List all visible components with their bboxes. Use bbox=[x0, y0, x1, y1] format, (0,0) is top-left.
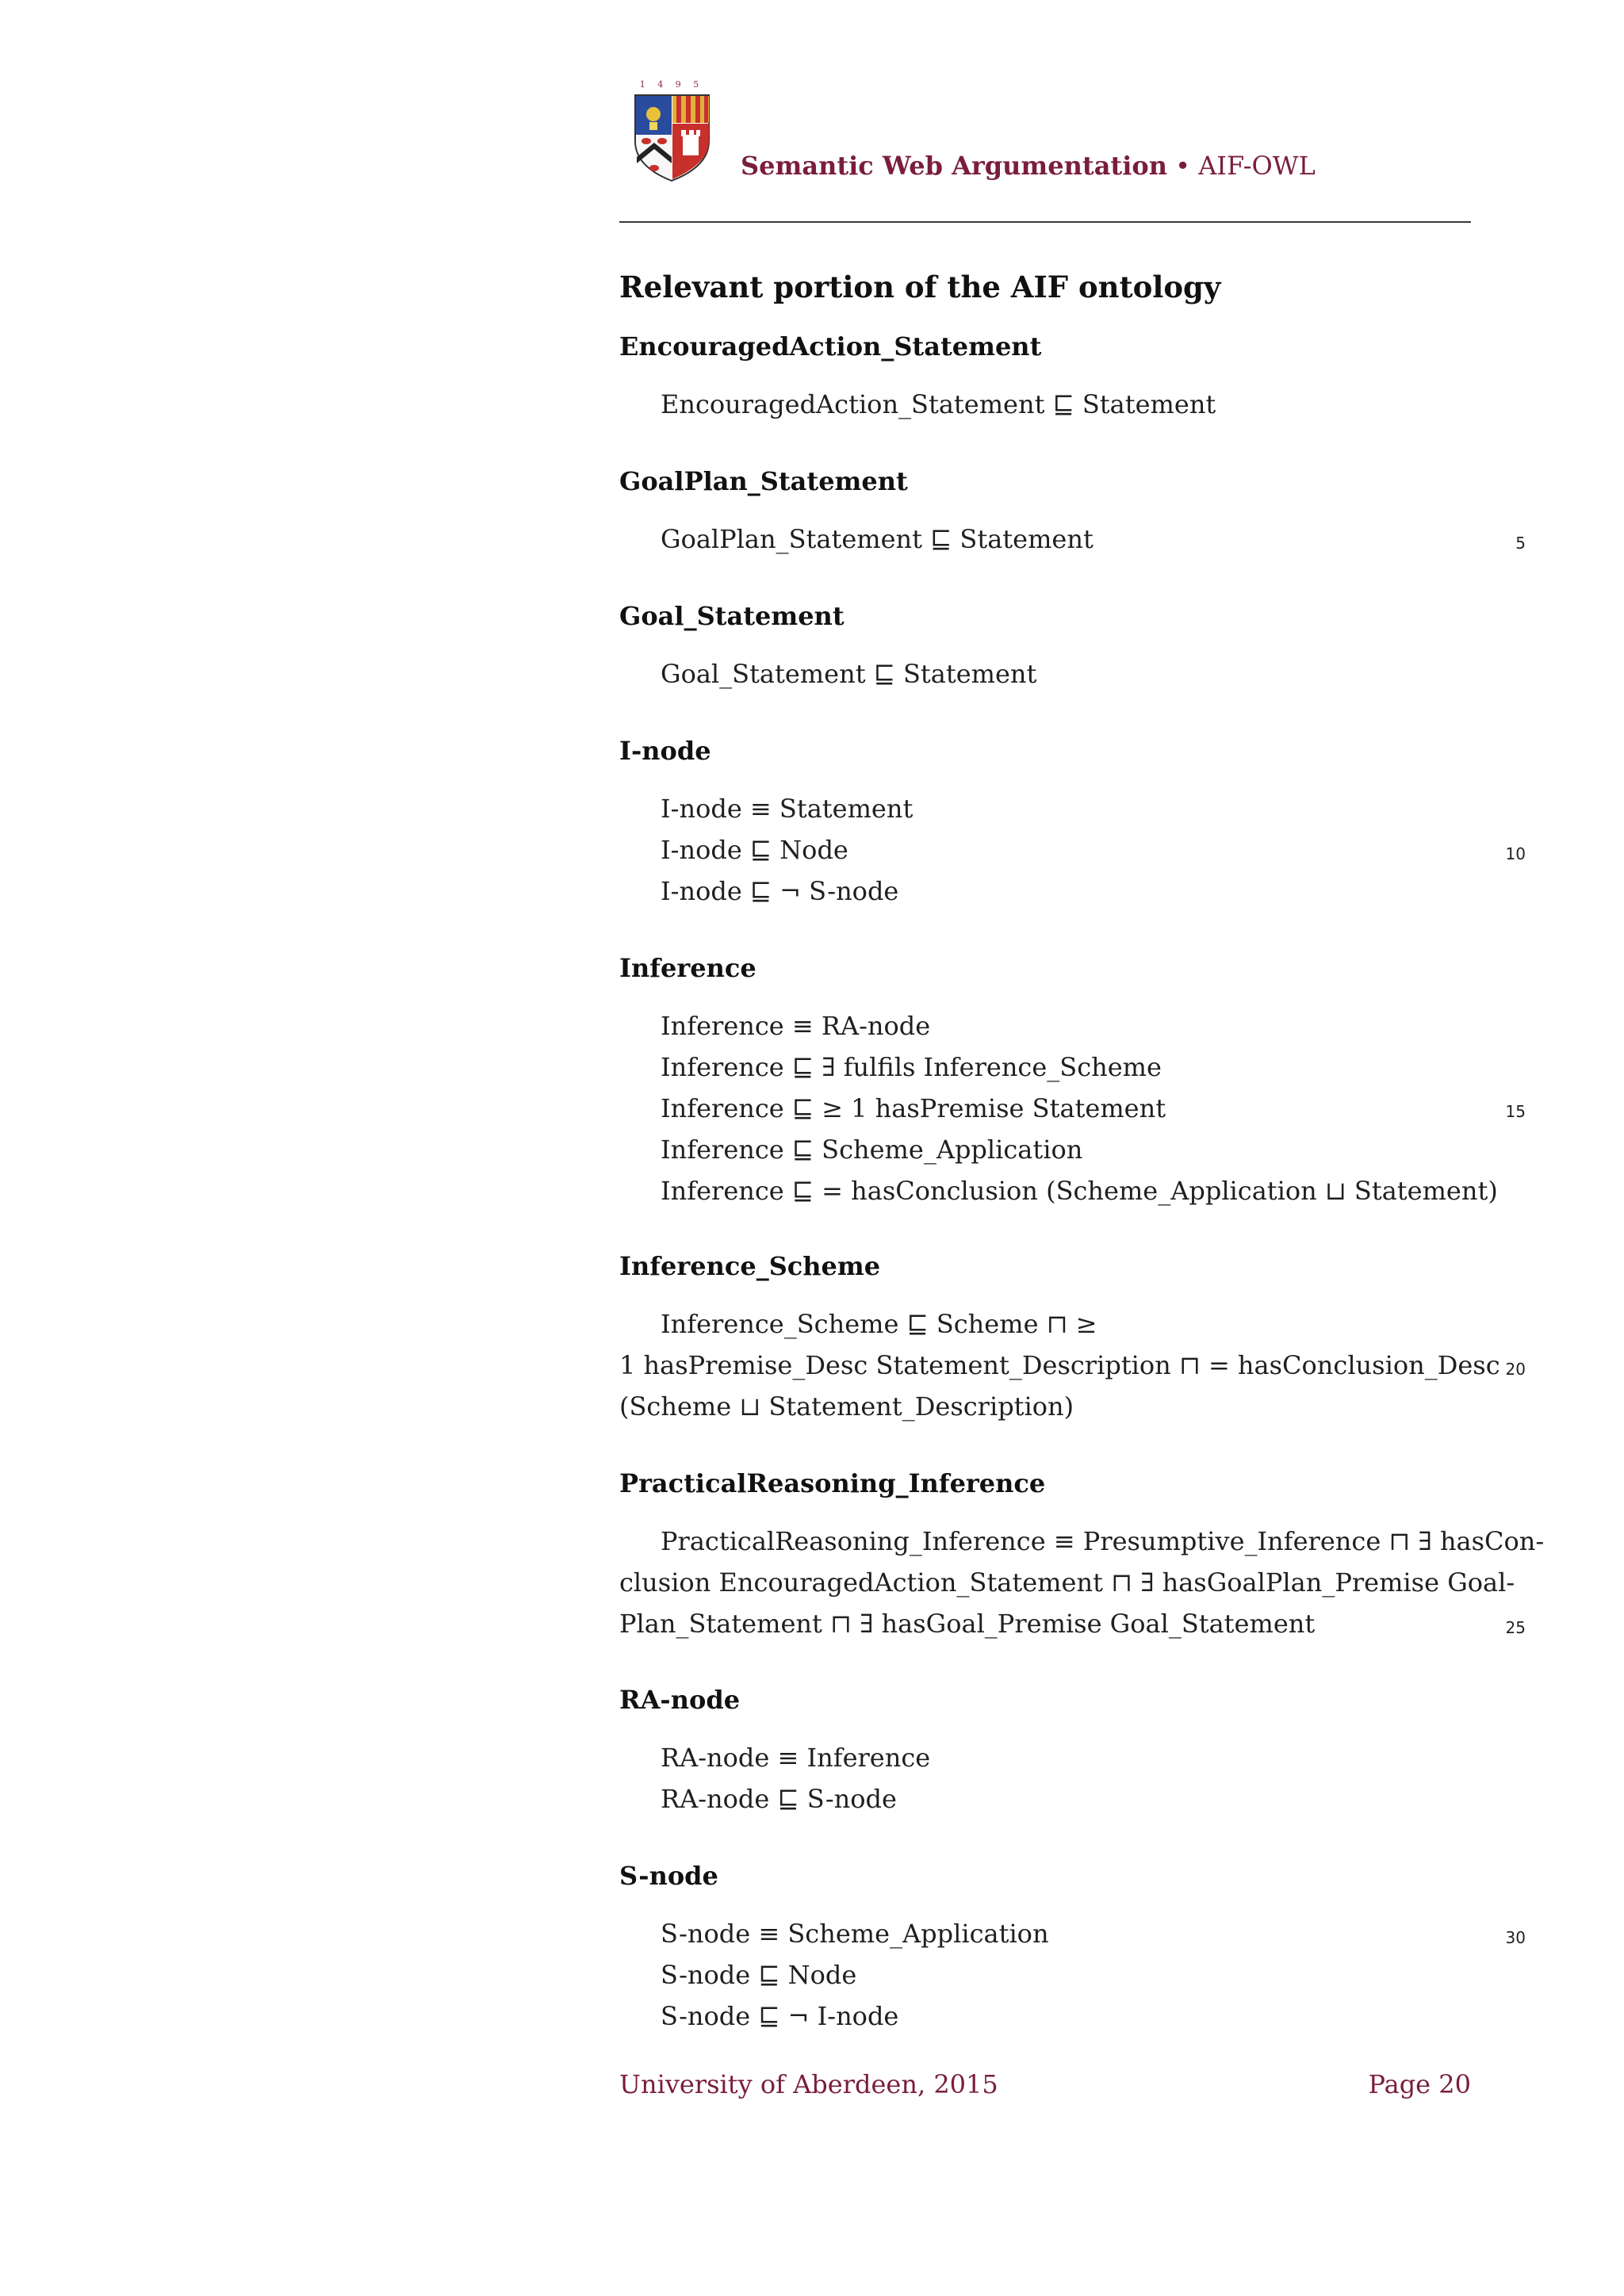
axiom: I-node ⊑ Node bbox=[661, 835, 848, 865]
axiom: Inference ⊑ Scheme_Application bbox=[661, 1135, 1083, 1165]
axiom: Goal_Statement ⊑ Statement bbox=[661, 659, 1037, 689]
axiom: Inference ⊑ ≥ 1 hasPremise Statement bbox=[661, 1093, 1166, 1123]
entity-heading: Inference_Scheme bbox=[619, 1251, 881, 1281]
line-number: 15 bbox=[1505, 1102, 1526, 1121]
header-divider bbox=[619, 221, 1471, 223]
axiom: Inference ⊑ ∃ fulfils Inference_Scheme bbox=[661, 1052, 1162, 1082]
entity-heading: S-node bbox=[619, 1861, 718, 1891]
entity-heading: EncouragedAction_Statement bbox=[619, 331, 1042, 362]
axiom: RA-node ⊑ S-node bbox=[661, 1784, 897, 1814]
running-header bbox=[741, 151, 1316, 181]
axiom-continuation: 1 hasPremise_Desc Statement_Description ⊓ = hasConclusion_Desc bbox=[619, 1350, 1500, 1380]
university-crest-logo bbox=[630, 78, 714, 182]
line-number: 30 bbox=[1505, 1928, 1526, 1947]
header-separator: • bbox=[1175, 151, 1191, 181]
axiom: Inference ⊑ = hasConclusion (Scheme_Application ⊔ Statement) bbox=[661, 1176, 1498, 1206]
axiom: I-node ≡ Statement bbox=[661, 794, 914, 824]
footer-page-number: Page 20 bbox=[1368, 2069, 1471, 2099]
axiom: RA-node ≡ Inference bbox=[661, 1743, 931, 1773]
footer-institution: University of Aberdeen, 2015 bbox=[619, 2069, 998, 2099]
section-title: Relevant portion of the AIF ontology bbox=[619, 270, 1221, 304]
crest-year: 1 4 9 5 bbox=[639, 79, 704, 90]
axiom: GoalPlan_Statement ⊑ Statement bbox=[661, 524, 1094, 554]
axiom: EncouragedAction_Statement ⊑ Statement bbox=[661, 389, 1216, 419]
entity-heading: RA-node bbox=[619, 1685, 741, 1715]
header-subtitle: AIF-OWL bbox=[1198, 151, 1316, 181]
axiom: S-node ⊑ Node bbox=[661, 1960, 857, 1990]
axiom: Inference_Scheme ⊑ Scheme ⊓ ≥ bbox=[661, 1309, 1097, 1339]
axiom: I-node ⊑ ¬ S-node bbox=[661, 876, 899, 906]
axiom: PracticalReasoning_Inference ≡ Presumptive_Inference ⊓ ∃ hasCon- bbox=[661, 1526, 1545, 1556]
axiom-continuation: Plan_Statement ⊓ ∃ hasGoal_Premise Goal_Statement bbox=[619, 1609, 1316, 1639]
entity-heading: PracticalReasoning_Inference bbox=[619, 1468, 1046, 1498]
axiom: S-node ≡ Scheme_Application bbox=[661, 1919, 1049, 1949]
axiom: S-node ⊑ ¬ I-node bbox=[661, 2001, 899, 2031]
line-number: 25 bbox=[1505, 1618, 1526, 1637]
entity-heading: Goal_Statement bbox=[619, 601, 845, 631]
line-number: 5 bbox=[1515, 534, 1526, 553]
axiom-continuation: clusion EncouragedAction_Statement ⊓ ∃ hasGoalPlan_Premise Goal- bbox=[619, 1567, 1515, 1598]
entity-heading: Inference bbox=[619, 953, 756, 983]
entity-heading: I-node bbox=[619, 736, 711, 766]
axiom: Inference ≡ RA-node bbox=[661, 1011, 931, 1041]
header-title: Semantic Web Argumentation bbox=[741, 151, 1167, 181]
line-number: 10 bbox=[1505, 844, 1526, 863]
line-number: 20 bbox=[1505, 1360, 1526, 1379]
entity-heading: GoalPlan_Statement bbox=[619, 466, 908, 496]
axiom-continuation: (Scheme ⊔ Statement_Description) bbox=[619, 1391, 1074, 1422]
